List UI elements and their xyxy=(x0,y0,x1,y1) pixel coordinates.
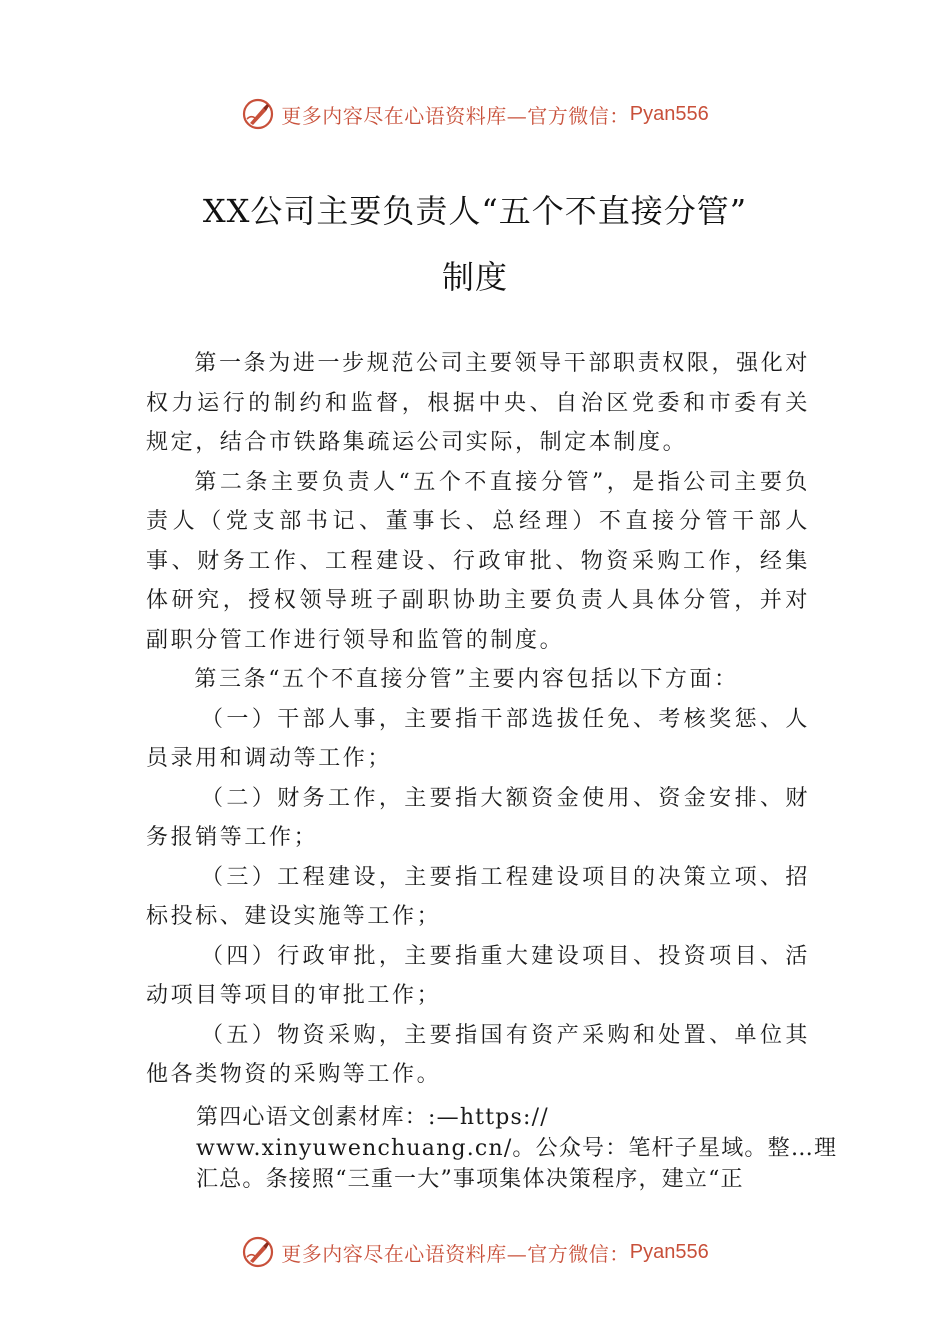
list-item: （五）物资采购，主要指国有资产采购和处置、单位其他各类物资的采购等工作。 xyxy=(146,1022,810,1087)
tail-line: 第四心语文创素材库：:—https:// xyxy=(196,1105,549,1130)
pen-logo-icon xyxy=(241,1235,275,1269)
document-tail xyxy=(196,1102,856,1195)
list-item: （四）行政审批，主要指重大建设项目、投资项目、活动项目等项目的审批工作； xyxy=(146,943,810,1008)
paragraph-article-3: 第三条“五个不直接分管”主要内容包括以下方面： xyxy=(194,667,739,692)
banner-wechat-handle: Pyan556 xyxy=(629,1240,709,1263)
pen-logo-icon xyxy=(241,97,275,131)
list-item: （二）财务工作，主要指大额资金使用、资金安排、财务报销等工作； xyxy=(146,785,810,850)
tail-line: www.xinyuwenchuang.cn/。公众号：笔杆子星域。整…理 xyxy=(196,1136,838,1161)
header-banner xyxy=(0,94,950,134)
banner-slogan: 更多内容尽在心语资料库—官方微信： xyxy=(281,103,630,128)
document-title: XX公司主要负责人“五个不直接分管” xyxy=(202,192,748,230)
paragraph-article-2: 第二条主要负责人“五个不直接分管”，是指公司主要负责人（党支部书记、董事长、总经理）不直接分管干部人事、财务工作、工程建设、行政审批、物资采购工作，经集体研究，授权领导班子副职协助主要负责人具体分管，并对副职分管工作进行领导和监管的制度。 xyxy=(146,469,810,653)
banner-wechat-handle: Pyan556 xyxy=(629,102,709,125)
banner-slogan: 更多内容尽在心语资料库—官方微信： xyxy=(281,1241,630,1266)
list-item: （一）干部人事，主要指干部选拔任免、考核奖惩、人员录用和调动等工作； xyxy=(146,706,810,771)
document-body xyxy=(146,344,810,1095)
footer-banner xyxy=(0,1232,950,1272)
document-title-continued: 制度 xyxy=(441,258,508,296)
list-item: （三）工程建设，主要指工程建设项目的决策立项、招标投标、建设实施等工作； xyxy=(146,864,810,929)
paragraph-article-1: 第一条为进一步规范公司主要领导干部职责权限，强化对权力运行的制约和监督，根据中央、自治区党委和市委有关规定，结合市铁路集疏运公司实际，制定本制度。 xyxy=(146,351,810,455)
tail-line: 汇总。条接照“三重一大”事项集体决策程序，建立“正 xyxy=(196,1167,744,1192)
